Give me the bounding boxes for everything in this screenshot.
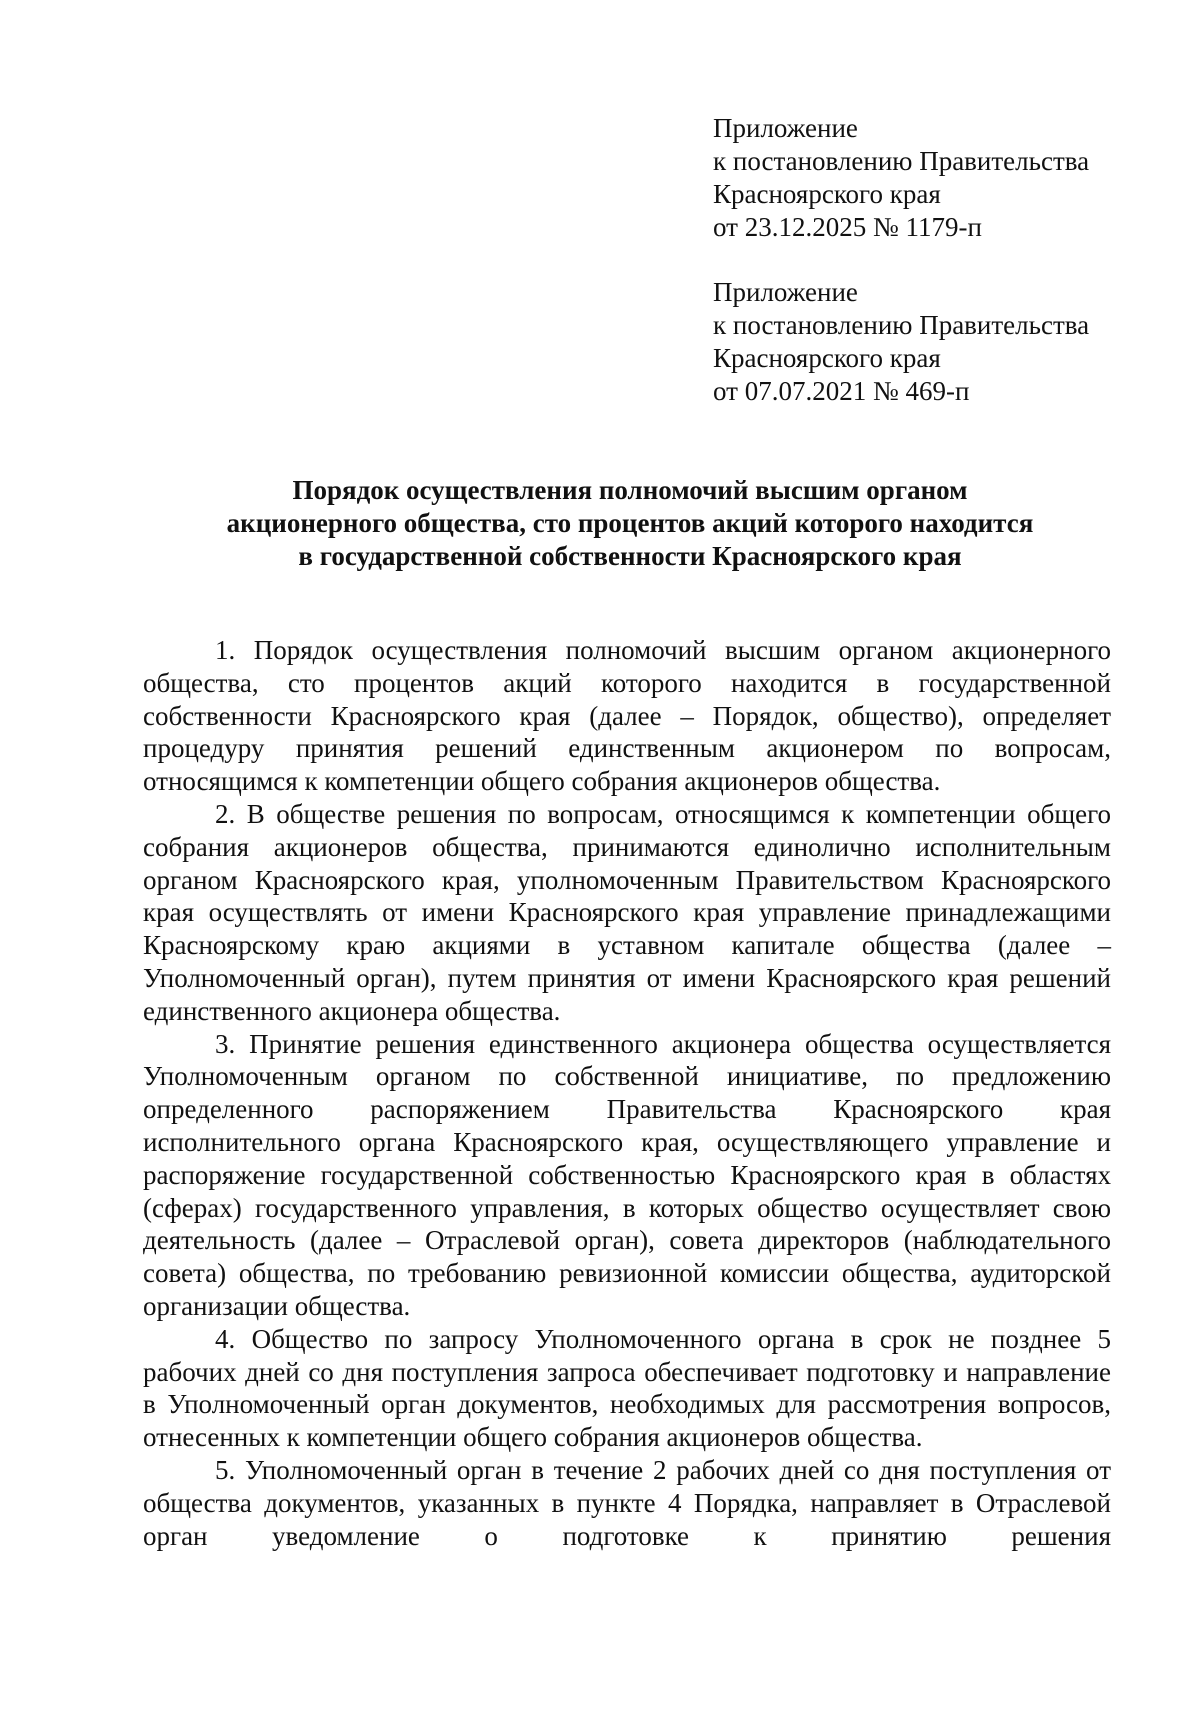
annex-date-number: от 07.07.2021 № 469-п	[713, 376, 970, 406]
title-line: Порядок осуществления полномочий высшим органом	[292, 475, 968, 505]
title-line: в государственной собственности Красноярского края	[298, 541, 962, 571]
paragraph-4: 4. Общество по запросу Уполномоченного органа в срок не позднее 5 рабочих дней со дня поступления запроса обеспечивает подготовку и направление в Уполномоченный орган документов, необходимых для рассмотрения вопросов, отнесенных к компетенции общего собрания акционеров общества.	[143, 1323, 1111, 1453]
annex-region: Красноярского края	[713, 343, 941, 373]
annex-label: Приложение	[713, 113, 858, 143]
title-line: акционерного общества, сто процентов акций которого находится	[226, 508, 1034, 538]
annex-header-current	[713, 112, 1153, 244]
annex-region: Красноярского края	[713, 179, 941, 209]
document-title	[150, 474, 1110, 573]
annex-label: Приложение	[713, 277, 858, 307]
annex-resolution-ref: к постановлению Правительства	[713, 310, 1090, 340]
annex-date-number: от 23.12.2025 № 1179-п	[713, 212, 982, 242]
paragraph-3: 3. Принятие решения единственного акционера общества осуществляется Уполномоченным органом по собственной инициативе, по предложению определенного распоряжением Правительства Красноярского края исполнительного органа Красноярского края, осуществляющего управление и распоряжение государственной собственностью Красноярского края в областях (сферах) государственного управления, в которых общество осуществляет свою деятельность (далее – Отраслевой орган), совета директоров (наблюдательного совета) общества, по требованию ревизионной комиссии общества, аудиторской организации общества.	[143, 1028, 1111, 1321]
paragraph-5: 5. Уполномоченный орган в течение 2 рабочих дней со дня поступления от общества документов, указанных в пункте 4 Порядка, направляет в Отраслевой орган уведомление о подготовке к принятию решения	[143, 1454, 1111, 1551]
annex-resolution-ref: к постановлению Правительства	[713, 146, 1090, 176]
paragraph-1: 1. Порядок осуществления полномочий высшим органом акционерного общества, сто процентов акций которого находится в государственной собственности Красноярского края (далее – Порядок, общество), определяет процедуру принятия решений единственным акционером по вопросам, относящимся к компетенции общего собрания акционеров общества.	[143, 635, 1111, 797]
document-body	[143, 634, 1111, 1552]
annex-header-original	[713, 276, 1153, 408]
paragraph-2: 2. В обществе решения по вопросам, относящимся к компетенции общего собрания акционеров общества, принимаются единолично исполнительным органом Красноярского края, уполномоченным Правительством Красноярского края осуществлять от имени Красноярского края управление принадлежащими Красноярскому краю акциями в уставном капитале общества (далее – Уполномоченный орган), путем принятия от имени Красноярского края решений единственного акционера общества.	[143, 798, 1111, 1026]
